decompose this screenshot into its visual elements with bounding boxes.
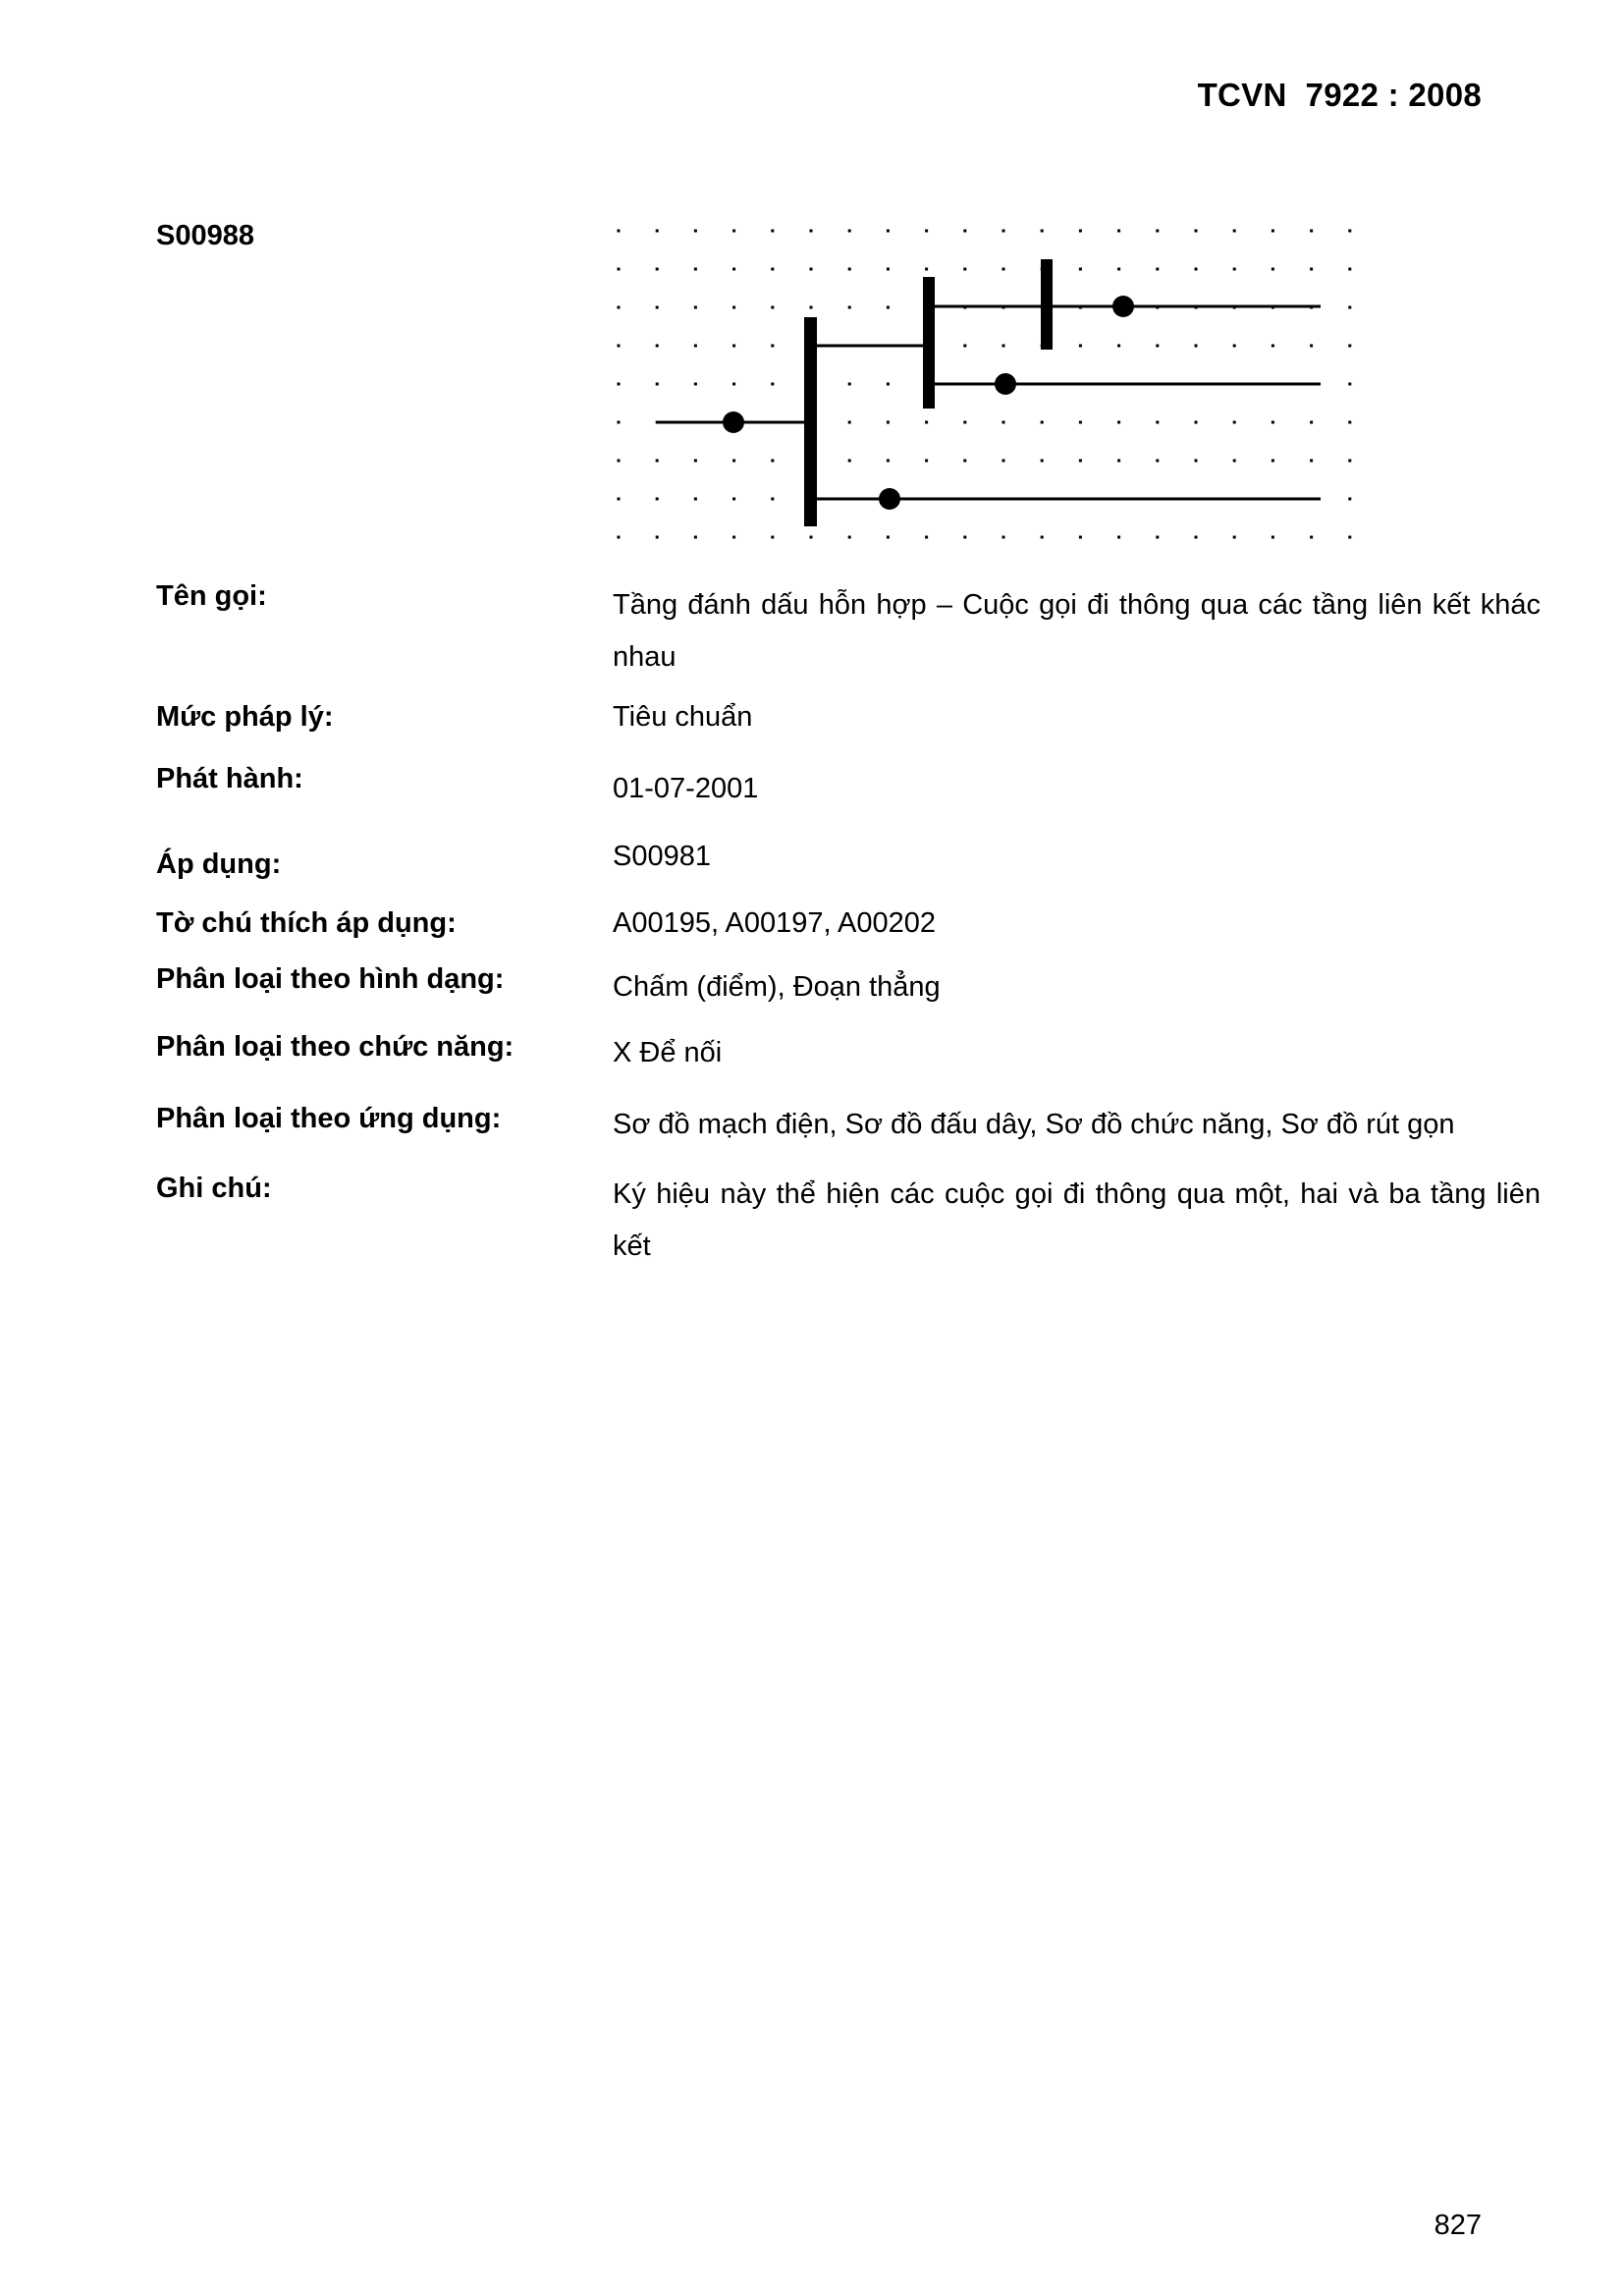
property-label: Phân loại theo chức năng: [156, 1031, 514, 1063]
property-row-chuc-nang [156, 1025, 1541, 1079]
grid-dot [618, 421, 621, 424]
grid-dot [887, 421, 890, 424]
grid-dot [771, 460, 774, 463]
symbol-figure [589, 206, 1375, 560]
grid-dot [732, 306, 735, 309]
grid-dot [618, 460, 621, 463]
grid-dot [771, 536, 774, 539]
property-value: Chấm (điểm), Đoạn thẳng [613, 971, 941, 1003]
grid-dot [1117, 460, 1120, 463]
grid-dot [1233, 268, 1236, 271]
grid-dot [618, 498, 621, 501]
grid-dot [656, 536, 659, 539]
grid-dot [732, 498, 735, 501]
grid-dot [963, 230, 966, 233]
grid-dot [963, 460, 966, 463]
grid-dot [1156, 268, 1159, 271]
grid-dot [1310, 230, 1313, 233]
grid-dot [810, 306, 813, 309]
grid-dot [1310, 421, 1313, 424]
grid-dot [1041, 460, 1044, 463]
grid-dot [656, 345, 659, 348]
grid-dot [887, 383, 890, 386]
grid-dot [694, 536, 697, 539]
grid-dot [656, 306, 659, 309]
property-label: Phân loại theo ứng dụng: [156, 1103, 502, 1134]
grid-dot [732, 383, 735, 386]
grid-dot [810, 536, 813, 539]
grid-dot [656, 268, 659, 271]
grid-dot [1272, 268, 1274, 271]
grid-dot [694, 230, 697, 233]
grid-dot [656, 383, 659, 386]
grid-dot [1310, 345, 1313, 348]
grid-dot [1310, 268, 1313, 271]
grid-dot [732, 536, 735, 539]
grid-dot [1195, 268, 1198, 271]
grid-dot [1041, 421, 1044, 424]
property-value: Tầng đánh dấu hỗn hợp – Cuộc gọi đi thông qua các tầng liên kết khác nhau [613, 589, 1541, 673]
grid-dot [618, 306, 621, 309]
grid-dot [963, 345, 966, 348]
property-label: Phân loại theo hình dạng: [156, 963, 505, 995]
property-row-muc-phap-ly [156, 691, 1541, 743]
property-row-hinh-dang [156, 957, 1541, 1013]
grid-dot [618, 268, 621, 271]
grid-dot [1156, 230, 1159, 233]
grid-dot [1195, 230, 1198, 233]
grid-dot [848, 306, 851, 309]
grid-dot [1002, 421, 1005, 424]
grid-dot [1348, 421, 1351, 424]
grid-dot [887, 536, 890, 539]
grid-dot [1233, 460, 1236, 463]
grid-dot [1195, 421, 1198, 424]
grid-dot [1233, 345, 1236, 348]
grid-dot [1117, 421, 1120, 424]
grid-dot [1041, 230, 1044, 233]
grid-dot [1079, 230, 1082, 233]
property-row-ap-dung [156, 831, 1541, 886]
grid-dot [848, 383, 851, 386]
grid-dot [656, 498, 659, 501]
grid-dot [1079, 345, 1082, 348]
grid-dot [1156, 345, 1159, 348]
grid-dot [963, 268, 966, 271]
grid-dot [1348, 306, 1351, 309]
grid-dot [1079, 421, 1082, 424]
grid-dot [1348, 498, 1351, 501]
property-value: Tiêu chuẩn [613, 701, 753, 733]
grid-dot [771, 230, 774, 233]
grid-dot [1348, 536, 1351, 539]
property-value: A00195, A00197, A00202 [613, 907, 936, 939]
grid-dot [1348, 383, 1351, 386]
grid-dot [1079, 268, 1082, 271]
property-row-ung-dung [156, 1097, 1541, 1151]
grid-dot [1156, 536, 1159, 539]
grid-dot [1272, 345, 1274, 348]
grid-dot [732, 345, 735, 348]
tier-bars [804, 259, 1053, 526]
mixed-marking-tier-symbol-icon [589, 206, 1375, 560]
grid-dot [618, 383, 621, 386]
grid-dot [887, 460, 890, 463]
grid-dot [810, 268, 813, 271]
grid-dot [1348, 460, 1351, 463]
grid-dot [848, 421, 851, 424]
grid-dot [1195, 460, 1198, 463]
connection-lines [658, 306, 1321, 499]
grid-dot [1002, 230, 1005, 233]
symbol-code: S00988 [156, 220, 254, 251]
grid-dot [1195, 536, 1198, 539]
grid-dot [1117, 268, 1120, 271]
grid-dot [925, 421, 928, 424]
property-value: Sơ đồ mạch điện, Sơ đồ đấu dây, Sơ đồ chức năng, Sơ đồ rút gọn [613, 1109, 1455, 1140]
grid-dot [925, 268, 928, 271]
property-table [156, 574, 1541, 1273]
grid-dot [1348, 268, 1351, 271]
property-row-phat-hanh [156, 757, 1541, 815]
grid-dot [1079, 460, 1082, 463]
grid-dot [618, 345, 621, 348]
grid-dot [1233, 421, 1236, 424]
grid-dot [1156, 421, 1159, 424]
grid-dot [1272, 230, 1274, 233]
grid-dot [925, 460, 928, 463]
grid-dot [1233, 536, 1236, 539]
grid-dot [1002, 268, 1005, 271]
grid-dot [771, 268, 774, 271]
grid-dot [732, 230, 735, 233]
grid-dot [771, 498, 774, 501]
grid-dot [925, 536, 928, 539]
grid-dot [771, 306, 774, 309]
property-value: Ký hiệu này thể hiện các cuộc gọi đi thông qua một, hai và ba tầng liên kết [613, 1178, 1541, 1262]
property-row-ghi-chu [156, 1167, 1541, 1273]
grid-dot [1079, 536, 1082, 539]
grid-dot [618, 230, 621, 233]
property-label: Phát hành: [156, 763, 303, 794]
property-label: Ghi chú: [156, 1173, 272, 1204]
grid-dot [1348, 345, 1351, 348]
property-label: Áp dụng: [156, 848, 282, 880]
grid-dot [1002, 536, 1005, 539]
property-label: Tờ chú thích áp dụng: [156, 907, 457, 939]
property-row-to-chu-thich [156, 898, 1541, 950]
grid-dot [848, 268, 851, 271]
property-value: X Để nối [613, 1037, 723, 1068]
grid-dot [1156, 460, 1159, 463]
grid-dot [887, 306, 890, 309]
grid-dot [694, 306, 697, 309]
grid-dot [1195, 345, 1198, 348]
grid-dot [1272, 536, 1274, 539]
property-value: 01-07-2001 [613, 773, 759, 804]
grid-dot [694, 345, 697, 348]
grid-dot [810, 230, 813, 233]
grid-dot [1310, 536, 1313, 539]
grid-dot [963, 421, 966, 424]
grid-dot [694, 268, 697, 271]
grid-dot [887, 230, 890, 233]
grid-dot [1117, 230, 1120, 233]
grid-dot [848, 460, 851, 463]
grid-dot [694, 460, 697, 463]
grid-dot [771, 345, 774, 348]
grid-dot [732, 268, 735, 271]
grid-dot [694, 498, 697, 501]
grid-dot [1348, 230, 1351, 233]
grid-dot [1272, 460, 1274, 463]
grid-dot [771, 383, 774, 386]
grid-dot [848, 536, 851, 539]
grid-dot [1117, 536, 1120, 539]
standard-header: TCVN 7922 : 2008 [1197, 77, 1482, 113]
grid-dot [1041, 536, 1044, 539]
grid-dot [1117, 345, 1120, 348]
property-value: S00981 [613, 841, 711, 872]
grid-dot [848, 230, 851, 233]
grid-dot [1310, 460, 1313, 463]
grid-dot [694, 383, 697, 386]
grid-dot [887, 268, 890, 271]
property-label: Tên gọi: [156, 580, 267, 612]
grid-dot [656, 230, 659, 233]
grid-dot [1233, 230, 1236, 233]
grid-dot [618, 536, 621, 539]
grid-dot [732, 460, 735, 463]
grid-dot [1002, 460, 1005, 463]
grid-dot [656, 460, 659, 463]
grid-dot [925, 230, 928, 233]
property-label: Mức pháp lý: [156, 701, 334, 733]
property-row-ten-goi [156, 574, 1541, 683]
page-number: 827 [1434, 2210, 1482, 2241]
grid-dot [1272, 421, 1274, 424]
grid-dot [963, 536, 966, 539]
grid-dot [1002, 345, 1005, 348]
